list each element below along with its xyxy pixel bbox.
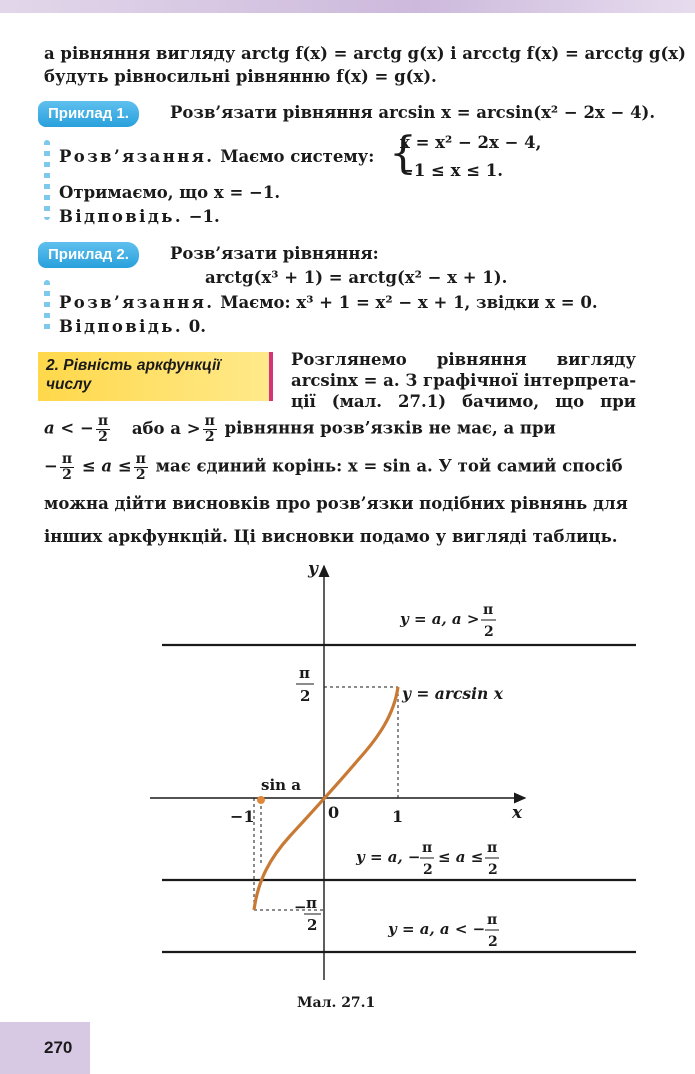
y-axis-label: y xyxy=(308,559,318,579)
curve-label: y = arcsin x xyxy=(402,684,503,703)
example-1-task: Розв’язати рівняння arcsin x = arcsin(x² − 2x − 4). xyxy=(170,103,656,122)
line-bottom-label: y = a, a < − xyxy=(388,920,486,938)
fraction-numerator: π xyxy=(97,413,109,429)
section-line-4-a: a < − xyxy=(44,418,94,438)
example-1-badge: Приклад 1. xyxy=(38,101,139,127)
fraction-numerator: π xyxy=(204,413,215,429)
section-line-5-b: ≤ a ≤ xyxy=(81,456,132,476)
example-2-equation: arctg(x³ + 1) = arctg(x² − x + 1). xyxy=(205,268,508,287)
section-line-3: ції (мал. 27.1) бачимо, що при xyxy=(291,392,636,411)
section-line-6: можна дійти висновків про розв’язки подібних рівнянь для xyxy=(44,494,628,513)
example-1-solution-text: Маємо систему: xyxy=(220,147,375,166)
line-mid-label-a: y = a, − xyxy=(356,848,421,866)
section-line-5-c: має єдиний корінь: x = sin a. У той самий спосіб xyxy=(155,456,623,476)
line-mid-pi-1: π xyxy=(422,840,433,856)
line-mid-two-1: 2 xyxy=(423,862,433,878)
example-2-solution-text: Маємо: x³ + 1 = x² − x + 1, звідки x = 0. xyxy=(220,293,598,312)
two-top-label: 2 xyxy=(300,687,311,705)
example-2-task: Розв’язати рівняння: xyxy=(170,244,379,263)
section-heading: 2. Рівність аркфункції числу xyxy=(38,352,273,401)
fraction-denominator: 2 xyxy=(98,428,108,445)
example-1-solution-label: Розв’язання. xyxy=(59,147,215,166)
page-number: 270 xyxy=(44,1038,73,1057)
fraction-denominator: 2 xyxy=(135,466,146,483)
sin-a-point xyxy=(257,796,265,804)
line-bottom-two: 2 xyxy=(488,934,498,950)
intro-line-2: будуть рівносильні рівнянню f(x) = g(x). xyxy=(44,67,437,86)
system-line-1: x = x² − 2x − 4, xyxy=(400,133,542,152)
fraction-denominator: 2 xyxy=(204,428,215,445)
example-2-badge: Приклад 2. xyxy=(38,242,139,268)
two-bottom-label: 2 xyxy=(307,916,318,934)
system-line-2: −1 ≤ x ≤ 1. xyxy=(400,161,503,180)
line-bottom-pi: π xyxy=(487,912,498,928)
section-line-4-c: рівняння розв’язків не має, а при xyxy=(224,418,556,438)
fraction-numerator: π xyxy=(61,451,73,467)
example-2-answer-label: Відповідь. xyxy=(59,317,183,336)
origin-label: 0 xyxy=(328,803,340,822)
pi-bottom-label: π xyxy=(306,894,317,912)
intro-line-1: а рівняння вигляду arctg f(x) = arctg g(x) і arcctg f(x) = arcctg g(x) xyxy=(44,44,686,63)
line-top-two: 2 xyxy=(484,624,494,640)
x-minus-one-label: −1 xyxy=(230,807,255,826)
line-mid-label-b: ≤ a ≤ xyxy=(438,848,484,866)
line-top-pi: π xyxy=(483,602,494,618)
section-line-5-a: − xyxy=(44,456,58,476)
section-line-7: інших аркфункцій. Ці висновки подамо у вигляді таблиць. xyxy=(44,527,618,546)
line-mid-two-2: 2 xyxy=(488,862,498,878)
fraction-denominator: 2 xyxy=(62,466,72,483)
example-1-answer-label: Відповідь. xyxy=(59,207,183,226)
section-line-2: arcsinx = a. З графічної інтерпрета- xyxy=(291,371,637,390)
pi-top-label: π xyxy=(299,664,310,682)
figure-caption: Мал. 27.1 xyxy=(297,995,376,1011)
line-mid-pi-2: π xyxy=(487,840,498,856)
section-line-1: Розглянемо рівняння вигляду xyxy=(291,350,636,369)
sin-a-label: sin a xyxy=(261,776,301,794)
x-axis-label: x xyxy=(512,803,523,823)
example-2-answer-value: 0. xyxy=(188,317,206,336)
fraction-numerator: π xyxy=(135,451,146,467)
example-1-result: Отримаємо, що x = −1. xyxy=(59,183,281,202)
section-line-4-b: або a > xyxy=(131,418,201,438)
x-one-label: 1 xyxy=(392,807,404,826)
example-1-answer-value: −1. xyxy=(188,207,220,226)
line-top-label: y = a, a > xyxy=(400,610,480,628)
example-2-solution-label: Розв’язання. xyxy=(59,293,215,312)
system-brace: { xyxy=(389,128,417,179)
minus-bottom-label: − xyxy=(294,898,307,916)
